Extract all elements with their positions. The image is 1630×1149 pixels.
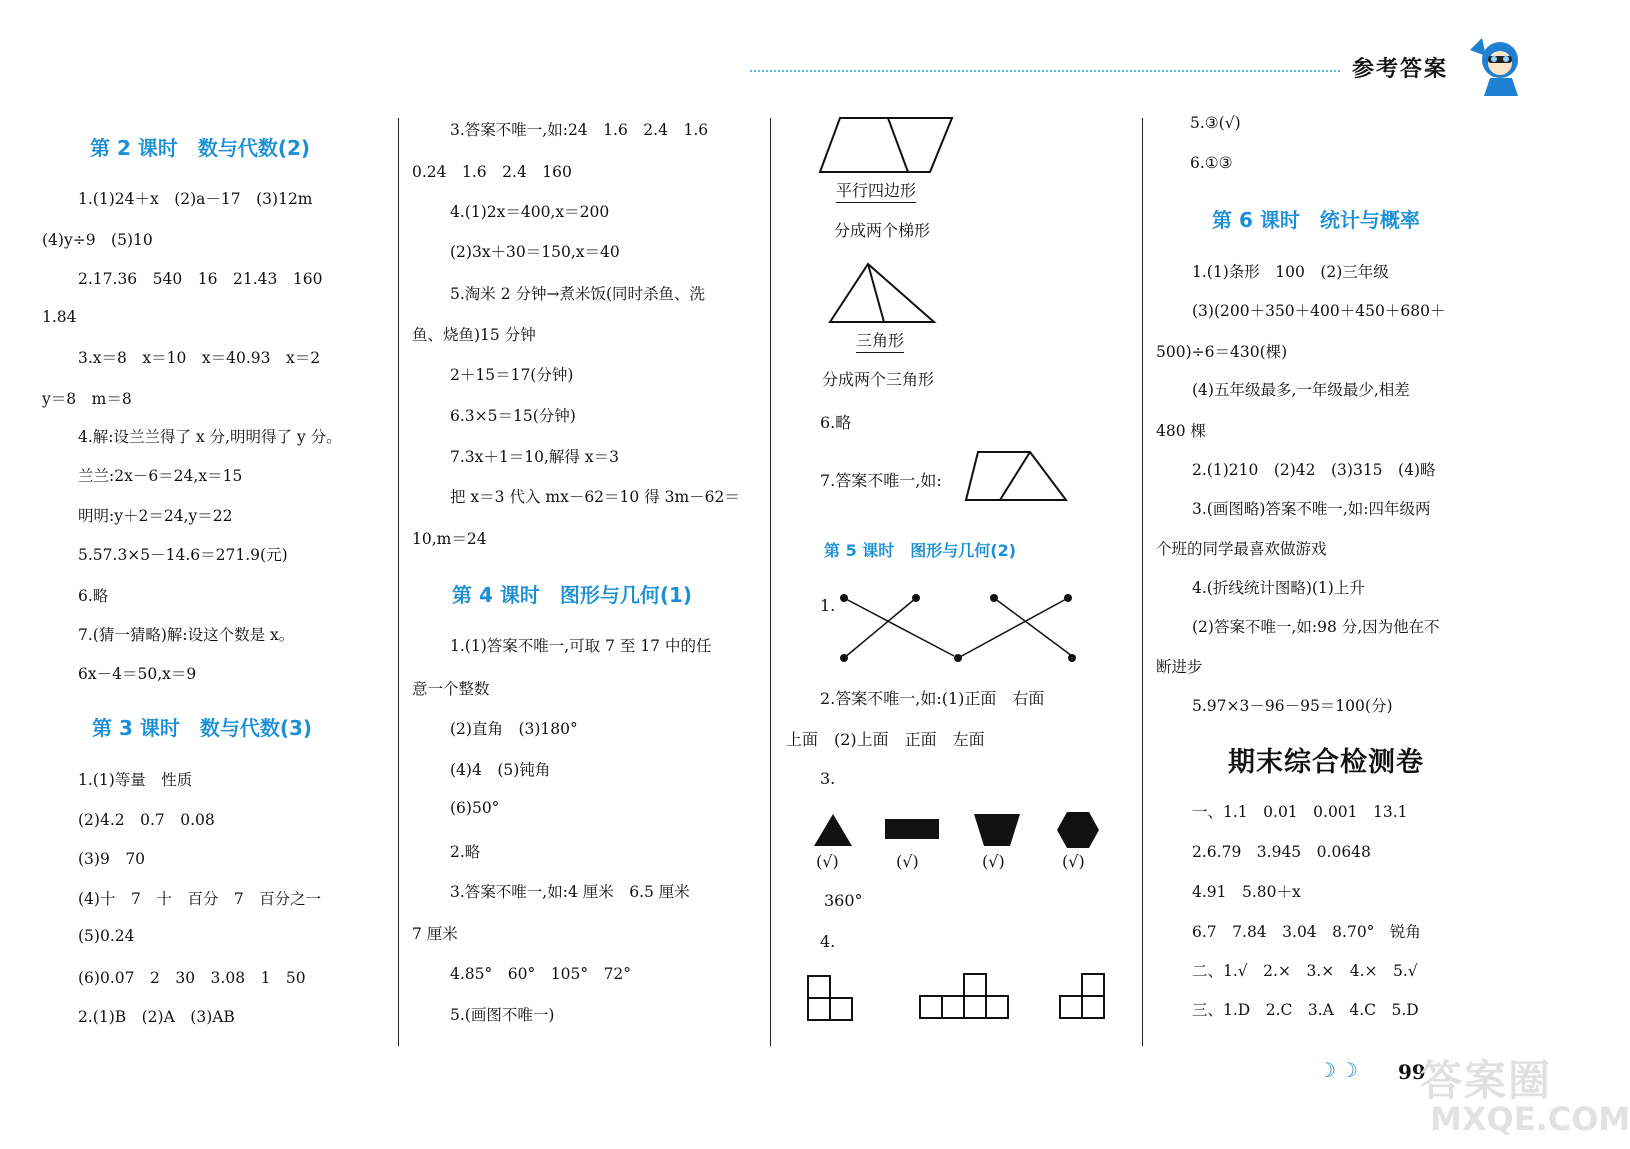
- answer-line: 2.17.36 540 16 21.43 160: [78, 270, 323, 288]
- section-title: 第 4 课时 图形与几何(1): [452, 583, 693, 607]
- answer-line: 5.淘米 2 分钟→煮米饭(同时杀鱼、洗: [450, 285, 706, 303]
- answer-line: 1.(1)等量 性质: [78, 771, 193, 789]
- answer-line: (6)50°: [450, 799, 500, 817]
- answer-line: 2.略: [450, 843, 481, 861]
- answer-line: 兰兰:2x－6＝24,x＝15: [78, 467, 243, 485]
- answer-line: 1.(1)条形 100 (2)三年级: [1192, 263, 1389, 281]
- answer-line: 6.7 7.84 3.04 8.70° 锐角: [1192, 923, 1421, 941]
- mascot-icon: [1460, 30, 1530, 100]
- question-number: 1.: [820, 596, 836, 615]
- trapezoid-figure: [964, 450, 1070, 502]
- answer-line: 1.(1)答案不唯一,可取 7 至 17 中的任: [450, 637, 712, 655]
- column-divider: [398, 118, 399, 1046]
- section-title: 第 3 课时 数与代数(3): [92, 716, 313, 740]
- answer-line: (2)直角 (3)180°: [450, 720, 578, 738]
- question-number: 4.: [820, 932, 836, 951]
- answer-line: 个班的同学最喜欢做游戏: [1156, 540, 1327, 558]
- answer-line: (4)五年级最多,一年级最少,相差: [1192, 381, 1410, 399]
- answer-line: 把 x＝3 代入 mx－62＝10 得 3m－62＝: [450, 488, 740, 506]
- answer-line: 4.85° 60° 105° 72°: [450, 965, 632, 983]
- answer-line: 上面 (2)上面 正面 左面: [786, 730, 985, 749]
- answer-line: (5)0.24: [78, 927, 135, 945]
- answer-line: 500)÷6＝430(棵): [1156, 343, 1288, 361]
- exam-title: 期末综合检测卷: [1228, 747, 1424, 778]
- answer-line: 360°: [824, 891, 863, 910]
- column-divider: [1142, 118, 1143, 1046]
- answer-line: y＝8 m＝8: [42, 390, 132, 408]
- parallelogram-figure: [818, 116, 958, 176]
- answer-line: 2.6.79 3.945 0.0648: [1192, 843, 1371, 861]
- question-number: 3.: [820, 769, 836, 788]
- answer-line: 4.(折线统计图略)(1)上升: [1192, 579, 1365, 597]
- section-title: 第 2 课时 数与代数(2): [90, 136, 311, 160]
- answer-line: 一、1.1 0.01 0.001 13.1: [1192, 803, 1408, 821]
- answer-line: 2.(1)210 (2)42 (3)315 (4)略: [1192, 461, 1436, 479]
- check-mark: (√): [1062, 852, 1085, 871]
- triangle-solid-icon: [812, 812, 854, 848]
- answer-line: 3.答案不唯一,如:24 1.6 2.4 1.6: [450, 121, 709, 139]
- section-title: 第 6 课时 统计与概率: [1212, 208, 1420, 232]
- answer-line: 4.91 5.80＋x: [1192, 883, 1301, 901]
- answer-line: 3.答案不唯一,如:4 厘米 6.5 厘米: [450, 883, 690, 901]
- cube-view-1: [806, 974, 856, 1022]
- answer-line: (4)4 (5)钝角: [450, 761, 551, 779]
- answer-line: 1.(1)24＋x (2)a－17 (3)12m: [78, 190, 313, 208]
- answer-line: (2)答案不唯一,如:98 分,因为他在不: [1192, 618, 1440, 636]
- answer-line: 6.略: [820, 413, 852, 432]
- answer-line: (6)0.07 2 30 3.08 1 50: [78, 969, 306, 987]
- watermark-url: MXQE.COM: [1430, 1100, 1630, 1138]
- check-mark: (√): [896, 852, 919, 871]
- section-title: 第 5 课时 图形与几何(2): [824, 541, 1017, 560]
- answer-line: 2.答案不唯一,如:(1)正面 右面: [820, 689, 1045, 708]
- triangle-figure: [828, 262, 938, 324]
- answer-line: 分成两个梯形: [834, 221, 931, 240]
- header-rule: [750, 70, 1340, 72]
- answer-line: 5.③(√): [1190, 114, 1241, 132]
- answer-line: (3)(200＋350＋400＋450＋680＋: [1192, 302, 1446, 320]
- answer-line: 5.97×3－96－95＝100(分): [1192, 697, 1393, 715]
- answer-line: 分成两个三角形: [822, 370, 935, 389]
- watermark-logo: 答案圈: [1420, 1056, 1553, 1105]
- page-header-title: 参考答案: [1352, 57, 1449, 82]
- answer-line: 1.84: [42, 308, 77, 326]
- answer-line: 6.3×5＝15(分钟): [450, 407, 576, 425]
- answer-line: 7.答案不唯一,如:: [820, 471, 942, 490]
- answer-line: 4.解:设兰兰得了 x 分,明明得了 y 分。: [78, 428, 342, 446]
- answer-line: 意一个整数: [412, 680, 490, 698]
- answer-line: 6.略: [78, 587, 109, 605]
- answer-line: 2.(1)B (2)A (3)AB: [78, 1008, 235, 1026]
- figure-label: 平行四边形: [836, 178, 916, 203]
- answer-line: 10,m＝24: [412, 530, 487, 548]
- check-mark: (√): [982, 852, 1005, 871]
- cube-view-2: [918, 972, 1010, 1022]
- answer-line: 0.24 1.6 2.4 160: [412, 163, 572, 181]
- figure-label: 三角形: [856, 328, 904, 353]
- answer-line: 7 厘米: [412, 925, 458, 943]
- moon-icon: ☽: [1340, 1058, 1358, 1082]
- answer-line: 6.①③: [1190, 154, 1233, 172]
- answer-line: 3.(画图略)答案不唯一,如:四年级两: [1192, 500, 1431, 518]
- answer-line: 3.x＝8 x＝10 x＝40.93 x＝2: [78, 349, 321, 367]
- answer-line: (3)9 70: [78, 850, 146, 868]
- answer-line: (4)十 7 十 百分 7 百分之一: [78, 890, 322, 908]
- answer-line: 鱼、烧鱼)15 分钟: [412, 326, 536, 344]
- answer-line: (2)3x＋30＝150,x＝40: [450, 243, 620, 261]
- answer-line: 7.3x＋1＝10,解得 x＝3: [450, 448, 619, 466]
- answer-line: 5.(画图不唯一): [450, 1006, 555, 1024]
- answer-line: 二、1.√ 2.× 3.× 4.× 5.√: [1192, 962, 1418, 980]
- answer-line: 480 棵: [1156, 422, 1207, 440]
- answer-line: 2＋15＝17(分钟): [450, 366, 574, 384]
- answer-line: 断进步: [1156, 658, 1203, 676]
- answer-line: 4.(1)2x＝400,x＝200: [450, 203, 610, 221]
- answer-line: 三、1.D 2.C 3.A 4.C 5.D: [1192, 1001, 1419, 1019]
- check-mark: (√): [816, 852, 839, 871]
- answer-line: 6x－4＝50,x＝9: [78, 665, 197, 683]
- rectangle-solid-icon: [884, 818, 940, 840]
- cube-view-3: [1058, 972, 1108, 1022]
- page-number: 99: [1398, 1060, 1426, 1084]
- column-divider: [770, 118, 771, 1046]
- answer-line: 5.57.3×5－14.6＝271.9(元): [78, 546, 288, 564]
- answer-line: (2)4.2 0.7 0.08: [78, 811, 215, 829]
- trapezoid-solid-icon: [972, 812, 1022, 848]
- hexagon-solid-icon: [1055, 810, 1101, 850]
- answer-line: (4)y÷9 (5)10: [42, 231, 153, 249]
- answer-line: 7.(猜一猜略)解:设这个数是 x。: [78, 626, 295, 644]
- matching-lines-figure: [836, 590, 1081, 665]
- answer-line: 明明:y＋2＝24,y＝22: [78, 507, 233, 525]
- moon-icon: ☽: [1318, 1058, 1336, 1082]
